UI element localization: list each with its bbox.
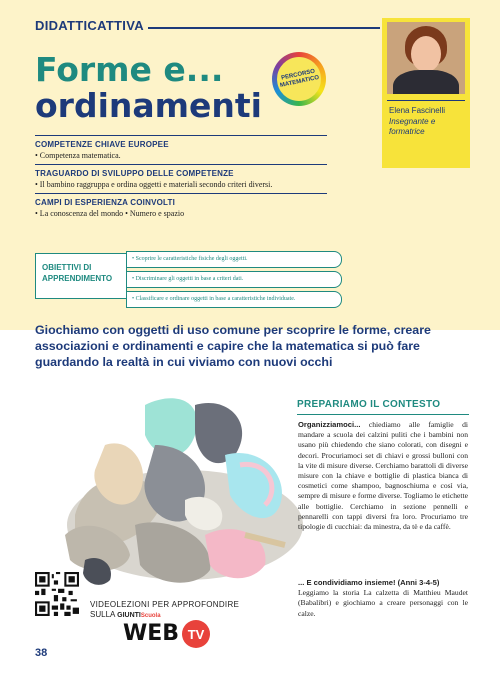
section-text: • Il bambino raggruppa e ordina oggetti e materiali secondo criteri diversi. <box>35 180 273 189</box>
context-text-2: Leggiamo la storia La calzetta di Matthieu Maudet (Babalibri) e giochiamo a creare personaggi con le calze. <box>298 588 468 618</box>
video-sulla: SULLA <box>90 610 115 619</box>
author-divider <box>387 100 465 101</box>
percorso-badge <box>272 52 326 106</box>
page-title-line2: ordinamenti <box>35 86 262 125</box>
section-heading: TRAGUARDO DI SVILUPPO DELLE COMPETENZE <box>35 169 234 178</box>
intro-text: Giochiamo con oggetti di uso comune per scoprire le forme, creare associazioni e ordinamenti e capire che la matematica si può fare guardando la realtà in cui viviamo con nuovi occhi <box>35 323 431 369</box>
context-paragraph-1 <box>298 420 468 532</box>
context-rule <box>297 414 469 415</box>
section-text: • La conoscenza del mondo • Numero e spazio <box>35 209 185 218</box>
objective-item: • Classificare e ordinare oggetti in base a caratteristiche individuate. <box>126 291 342 308</box>
video-source <box>90 610 161 619</box>
webtv-logo[interactable]: WEB <box>123 621 180 646</box>
context-lead-2: ... E condividiamo insieme! (Anni 3-4-5) <box>298 578 440 587</box>
objectives-label: OBIETTIVI DI APPRENDIMENTO <box>35 253 127 299</box>
video-label: VIDEOLEZIONI PER APPROFONDIRE <box>90 600 240 609</box>
section-campi <box>35 193 327 218</box>
section-traguardo <box>35 164 327 189</box>
section-heading: CAMPI DI ESPERIENZA COINVOLTI <box>35 198 176 207</box>
author-name: Elena Fascinelli <box>389 106 446 115</box>
badge-label: PERCORSO MATEMATICO <box>273 53 325 105</box>
giunti-logo: GIUNTI <box>117 612 141 619</box>
context-text-1: chiediamo alle famiglie di mandare a scuola dei calzini puliti che i bambini non usano più chiedendo che siano colorati, con disegni e decori. Procuriamoci set di chiavi e grossi bulloni con la vite di misure diverse. Cerchiamo barattoli di diverse misure con la chiave e bottiglie di plastica bianca di cosmetici come shampoo, bagnoschiuma e così via, sempre di misure e forme diverse. Togliamo le etichette alle bottiglie. Cerchiamo in sezione pennelli e pennarelli con tappi diversi fra loro. Procuriamo tre tipologie di cucchiai: da minestra, da tè e da caffè. <box>298 420 468 532</box>
brand-label: DIDATTICATTIVA <box>35 18 144 33</box>
scuola-logo: Scuola <box>140 613 161 619</box>
context-heading: PREPARIAMO IL CONTESTO <box>297 399 441 410</box>
section-text: • Competenza matematica. <box>35 151 121 160</box>
qr-code[interactable] <box>35 572 79 616</box>
objective-item: • Scoprire le caratteristiche fisiche degli oggetti. <box>126 251 342 268</box>
author-role: Insegnante e formatrice <box>389 117 436 136</box>
author-photo <box>387 22 465 94</box>
socks-photo <box>45 385 305 595</box>
tv-icon[interactable]: TV <box>182 620 210 648</box>
page-number: 38 <box>35 647 48 659</box>
page-title-line1: Forme e... <box>35 50 224 89</box>
brand-rule <box>148 27 380 29</box>
objective-item: • Discriminare gli oggetti in base a criteri dati. <box>126 271 342 288</box>
context-paragraph-2 <box>298 578 468 619</box>
section-heading: COMPETENZE CHIAVE EUROPEE <box>35 140 169 149</box>
section-competenze <box>35 135 327 160</box>
context-lead-1: Organizziamoci... <box>298 420 361 429</box>
